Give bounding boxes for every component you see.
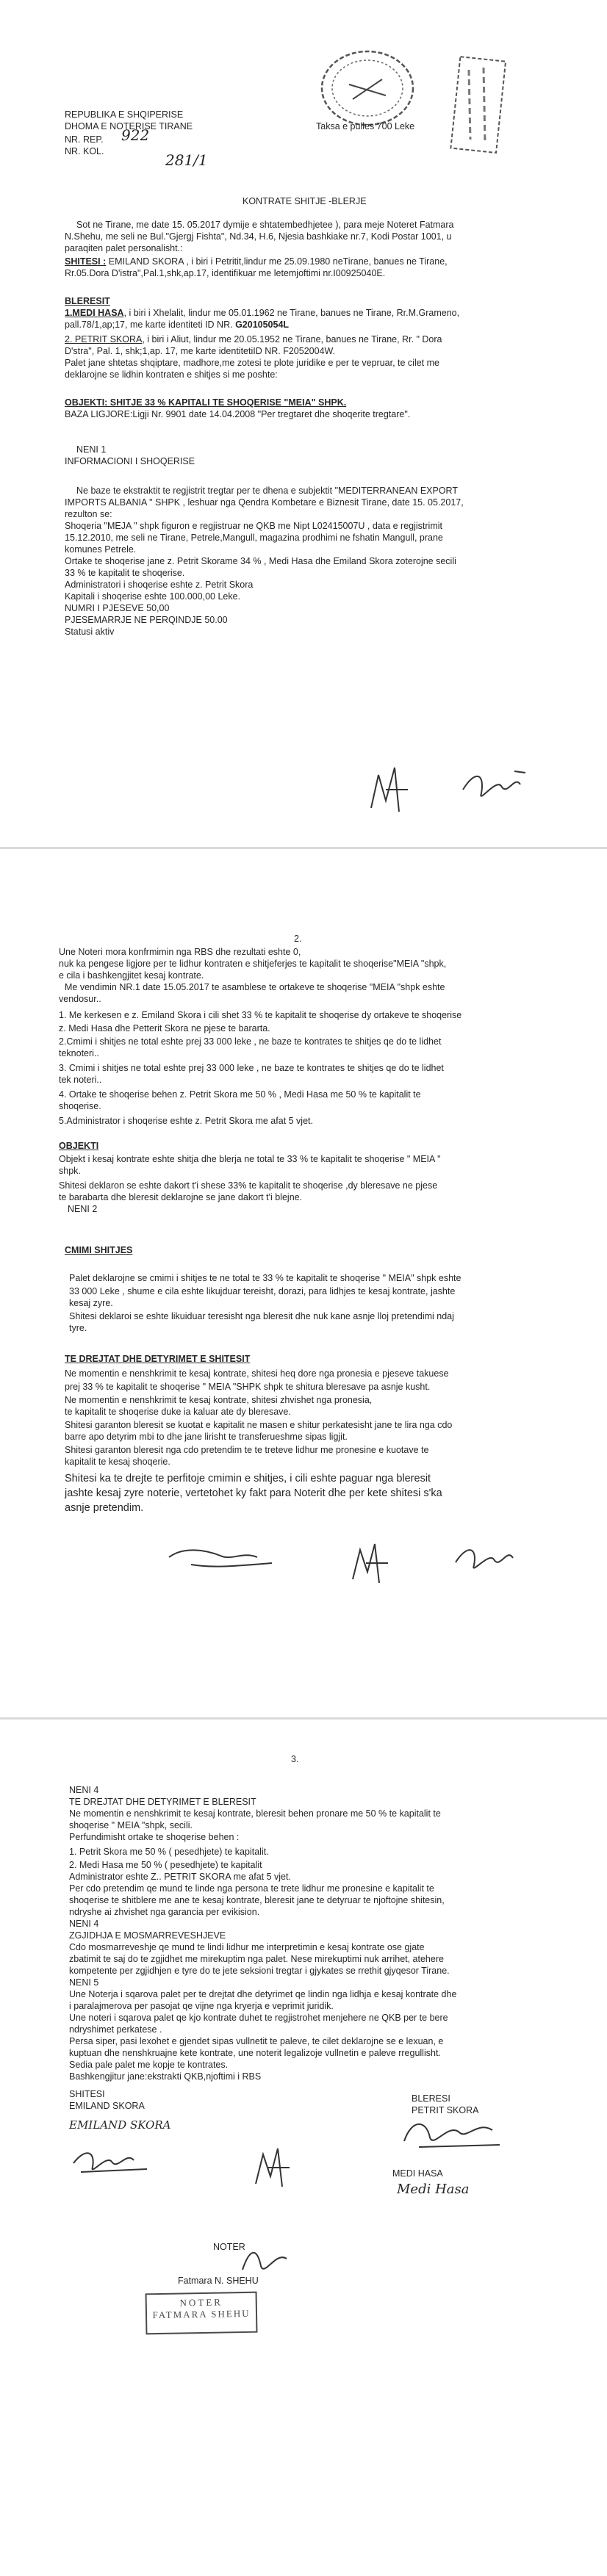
object-line: Shitesi deklaron se eshte dakort t'i shese 33% te kapitalit te shoqerise ,dy bleresave ne pjese — [59, 1180, 438, 1191]
page-2-line: vendosur.. — [59, 994, 101, 1004]
article-1-line: NUMRI I PJESEVE 50,00 — [65, 603, 170, 613]
buyer-2-details: , i biri i Aliut, lindur me 20.05.1952 ne Tirane, banues ne Tirane, Rr. " Dora — [142, 334, 442, 344]
buyer-1-details: , i biri i Xhelalit, lindur me 05.01.1962 ne Tirane, banues ne Tirane, Rr.M.Grameno, — [123, 308, 460, 318]
page-3-line: ndryshimet perkatese . — [69, 2024, 162, 2035]
object-line: te barabarta dhe bleresit deklarojne se jane dakort t'i blejne. — [59, 1192, 303, 1202]
notary-seal-stamp — [316, 44, 419, 132]
page-3-line: ndryshe ai zhvishet nga garancia per evikision. — [69, 1907, 260, 1917]
seller-rights-line: te kapitalit te shoqerise duke ia kaluar ate dy bleresave. — [65, 1407, 291, 1417]
seller-claim-line: jashte kesaj zyre noterie, vertetohet ky fakt para Noterit dhe per kete shitesi s'ka — [65, 1487, 442, 1499]
notary-stamp — [146, 2292, 258, 2335]
page-2-line: nuk ka pengese ligjore per te lidhur kontraten e shitjeferjes te kapitalit te shoqerise"MEIA "shpk, — [59, 959, 447, 969]
article-1-line: rezulton se: — [65, 509, 112, 519]
page-2-line: 5.Administrator i shoqerise eshte z. Petrit Skora me afat 5 vjet. — [59, 1116, 313, 1126]
signature-emiland — [162, 1535, 279, 1579]
page-2-line: 2.Cmimi i shitjes ne total eshte prej 33 000 leke , ne baze te kontrates te shitjes qe do te lidhet — [59, 1036, 442, 1047]
page-3-line: Une noteri i sqarova palet qe kjo kontrate duhet te regjistrohet menjehere ne QKB per te bere — [69, 2013, 448, 2023]
document-page-3 — [0, 1722, 607, 2576]
article-1-line: IMPORTS ALBANIA " SHPK , leshuar nga Qendra Kombetare e Biznesit Tirane, date 15. 05.2017, — [65, 497, 464, 508]
article-1-line: Kapitali i shoqerise eshte 100.000,00 Leke. — [65, 591, 241, 602]
article-1-title: NENI 1 — [76, 444, 107, 455]
page-separator — [0, 1717, 607, 1720]
taksa-text: Taksa e pulles 700 Leke — [316, 121, 415, 131]
page-2-line: Une Noteri mora konfrmimin nga RBS dhe rezultati eshte 0, — [59, 947, 301, 957]
seller-claim-line: Shitesi ka te drejte te perfitoje cmimin e shitjes, i cili eshte paguar nga bleresit — [65, 1473, 431, 1484]
page-3-line: Bashkengjitur jane:ekstrakti QKB,njoftimi i RBS — [69, 2071, 262, 2082]
buyer-signature-label: BLERESI — [412, 2093, 450, 2104]
price-line: Palet deklarojne se cmimi i shitjes te ne total te 33 % te kapitalit te shoqerise " MEIA" shpk eshte — [69, 1273, 461, 1283]
document-page-2 — [0, 852, 607, 1715]
page-2-line: e cila i bashkengjitet kesaj kontrate. — [59, 970, 204, 981]
page-separator — [0, 847, 607, 849]
signature-initial — [250, 2141, 294, 2193]
page-2-line: tek noteri.. — [59, 1075, 102, 1085]
seller-rights-line: Shitesi garanton bleresit nga cdo pretendim te te treteve lidhur me pronesine e kuotave te — [65, 1445, 429, 1455]
seller-signature-label: SHITESI — [69, 2089, 105, 2099]
page-2-line: 4. Ortake te shoqerise behen z. Petrit Skora me 50 % , Medi Hasa me 50 % te kapitalit te — [59, 1089, 421, 1100]
object-line: NENI 2 — [68, 1204, 98, 1214]
page-2-line: 3. Cmimi i shitjes ne total eshte prej 33 000 leke , ne baze te kontrates te shitjes qe do te lidhet — [59, 1063, 444, 1073]
stamp-line-1: NOTER — [179, 2296, 223, 2309]
buyer-2-line-2: D'stra", Pal. 1, shk;1,ap. 17, me karte identitetiID NR. F2052004W. — [65, 346, 336, 356]
article-1-line: Ortake te shoqerise jane z. Petrit Skorame 34 % , Medi Hasa dhe Emiland Skora zoterojne secili — [65, 556, 456, 566]
page-3-line: kompetente per zgjidhjen e tyre do te jete seksioni tregtar i gjykates se rrethit gjyqesor Tirane. — [69, 1966, 450, 1976]
buyer-1-line-1 — [65, 307, 459, 319]
price-line: kesaj zyre. — [69, 1298, 113, 1308]
page-3-line: Perfundimisht ortake te shoqerise behen : — [69, 1832, 240, 1842]
buyers-title: BLERESIT — [65, 296, 110, 306]
article-1-line: Administratori i shoqerise eshte z. Petrit Skora — [65, 580, 254, 590]
parties-statement-2: deklarojne se lidhin kontraten e shitjes si me poshte: — [65, 369, 278, 380]
article-1-line: Statusi aktiv — [65, 627, 115, 637]
buyer-2-label: 2. PETRIT SKORA — [65, 334, 143, 344]
page-3-line: NENI 5 — [69, 1977, 99, 1988]
seller-details: EMILAND SKORA , i biri i Petritit,lindur me 25.09.1980 neTirane, banues ne Tirane, — [108, 256, 448, 267]
object-line: Objekt i kesaj kontrate eshte shitja dhe blerja ne total te 33 % te kapitalit te shoqerise " MEIA " — [59, 1154, 441, 1164]
page-3-line: NENI 4 — [69, 1919, 99, 1929]
notary-signature — [235, 2237, 294, 2281]
page-3-line: zbatimit te saj do te zgjidhet me mirekuptim nga palet. Nese mirekuptimi nuk arrihet, atehere — [69, 1954, 444, 1964]
buyer-signature-name: PETRIT SKORA — [412, 2105, 479, 2115]
page-2-line: 1. Me kerkesen e z. Emiland Skora i cili shet 33 % te kapitalit te shoqerise dy ortakeve te shoqerise — [59, 1010, 462, 1020]
page-3-line: shoqerise te shitblere me ane te kesaj kontrate, bleresit jane te detyruar te njoftojne shitesin, — [69, 1895, 445, 1905]
notary-name: Fatmara N. SHEHU — [178, 2276, 259, 2286]
page-3-line: Cdo mosmarreveshje qe mund te lindi lidhur me interpretimin e kesaj kontrate ose gjate — [69, 1942, 425, 1952]
buyer-2-line-1 — [65, 333, 442, 345]
signature-initial — [345, 1535, 397, 1590]
buyer-1-label: 1.MEDI HASA — [65, 308, 124, 318]
page-3-line: i paralajmerova per pasojat qe vijne nga kryerja e veprimit juridik. — [69, 2001, 334, 2011]
article-1-line: 15.12.2010, me seli ne Tirane, Petrele,Mangull, magazina prodhimi ne fshatin Mangull, prane — [65, 533, 443, 543]
buyer-2-handwritten-name: Medi Hasa — [397, 2182, 470, 2197]
article-1-line: Shoqeria "MEJA " shpk figuron e regjistruar ne QKB me Nipt L02415007U , data e regjistrimit — [65, 521, 442, 531]
document-page-1 — [0, 0, 607, 845]
seller-rights-line: Ne momentin e nenshkrimit te kesaj kontrate, shitesi zhvishet nga pronesia, — [65, 1395, 373, 1405]
seller-label: SHITESI : — [65, 256, 107, 267]
header-chamber: DHOMA E NOTERISE TIRANE — [65, 121, 193, 131]
page-3-line: Une Noterja i sqarova palet per te drejtat dhe detyrimet qe lindin nga lidhja e kesaj kontrate dhe — [69, 1989, 457, 1999]
page-3-line: kuptuan dhe nenshkruajne kete kontrate, une noterit legalizoje vullnetin e paleve rregullisht. — [69, 2048, 441, 2058]
page-2-line: shoqerise. — [59, 1101, 101, 1111]
buyer-1-id-number: G20105054L — [235, 320, 290, 330]
object-title: OBJEKTI — [59, 1141, 99, 1151]
page-3-line: Sedia pale palet me kopje te kontrates. — [69, 2060, 229, 2070]
article-4-title: NENI 4 — [69, 1785, 99, 1795]
nr-kol-handwritten: 281/1 — [165, 151, 208, 169]
stamp-line-2: FATMARA SHEHU — [152, 2307, 251, 2321]
page-3-line: 1. Petrit Skora me 50 % ( pesedhjete) te kapitalit. — [69, 1847, 269, 1857]
seller-signature-name: EMILAND SKORA — [69, 2101, 145, 2111]
object-line: shpk. — [59, 1166, 81, 1176]
notary-label: NOTER — [213, 2242, 245, 2252]
price-title: CMIMI SHITJES — [65, 1245, 133, 1255]
article-1-line: komunes Petrele. — [65, 544, 137, 555]
page-2-line: z. Medi Hasa dhe Petterit Skora ne pjese te bararta. — [59, 1023, 270, 1033]
seller-rights-line: Shitesi garanton bleresit se kuotat e kapitalit ne masen e shitur perkatesisht jane te lira nga cdo — [65, 1420, 453, 1430]
seller-line-1 — [65, 256, 448, 267]
rectangular-stamp — [448, 59, 514, 154]
buyer-1-id-label: pall.78/1,ap;17, me karte identiteti ID NR. — [65, 320, 233, 330]
header-republic: REPUBLIKA E SHQIPERISE — [65, 109, 184, 120]
page-2-line: teknoteri.. — [59, 1048, 99, 1058]
price-line: tyre. — [69, 1323, 87, 1333]
signature-initial — [364, 757, 415, 823]
seller-handwritten-name: EMILAND SKORA — [69, 2118, 171, 2132]
seller-rights-line: kapitalit te kesaj shoqerie. — [65, 1457, 170, 1467]
object-title: OBJEKTI: SHITJE 33 % KAPITALI TE SHOQERISE "MEIA" SHPK. — [65, 397, 347, 408]
page-3-line: ZGJIDHJA E MOSMARREVESHJEVE — [69, 1930, 226, 1941]
page-3-line: shoqerise " MEIA "shpk, secili. — [69, 1820, 193, 1830]
legal-basis: BAZA LIGJORE:Ligji Nr. 9901 date 14.04.2008 "Per tregtaret dhe shoqerite tregtare". — [65, 409, 411, 419]
seller-rights-title: TE DREJTAT DHE DETYRIMET E SHITESIT — [65, 1354, 251, 1364]
parties-statement-1: Palet jane shtetas shqiptare, madhore,me zotesi te plote juridike e per te vepruar, te cilet me — [65, 358, 439, 368]
article-4-subtitle: TE DREJTAT DHE DETYRIMET E BLERESIT — [69, 1797, 256, 1807]
page-3-line: Per cdo pretendim qe mund te linde nga persona te trete lidhur me pronesine e kapitalit te — [69, 1883, 434, 1894]
seller-line-2: Rr.05.Dora D'istra",Pal.1,shk,ap.17, identifikuar me letemjoftimi nr.I00925040E. — [65, 268, 386, 278]
signature-emiland — [66, 2141, 154, 2178]
seller-rights-line: prej 33 % te kapitalit te shoqerise " MEIA "SHPK shpk te shitura bleresave pa asnje kusht. — [65, 1382, 431, 1392]
contract-title: KONTRATE SHITJE -BLERJE — [243, 196, 367, 206]
page-number: 2. — [294, 934, 302, 944]
intro-line-3: paraqiten palet personalisht.: — [65, 243, 183, 253]
page-3-line: 2. Medi Hasa me 50 % ( pesedhjete) te kapitalit — [69, 1860, 262, 1870]
nr-rep-label: NR. REP. — [65, 134, 104, 145]
buyer-1-line-2 — [65, 319, 289, 331]
page-3-line: Ne momentin e nenshkrimit te kesaj kontrate, bleresit behen pronare me 50 % te kapitalit te — [69, 1808, 441, 1819]
signature-skora — [448, 1539, 529, 1579]
article-1-line: PJESEMARRJE NE PERQINDJE 50.00 — [65, 615, 228, 625]
intro-line-2: N.Shehu, me seli ne Bul."Gjergj Fishta", Nd.34, H.6, Njesia bashkiake nr.7, Kodi Postar 1001, u — [65, 231, 452, 242]
article-1-subtitle: INFORMACIONI I SHOQERISE — [65, 456, 195, 466]
page-number: 3. — [291, 1754, 299, 1764]
signature-skora — [456, 764, 536, 808]
signature-petrit — [397, 2112, 507, 2156]
page-2-line: Me vendimin NR.1 date 15.05.2017 te asamblese te ortakeve te shoqerise "MEIA "shpk eshte — [65, 982, 445, 992]
intro-line-1: Sot ne Tirane, me date 15. 05.2017 dymije e shtatembedhjetee ), para meje Noteret Fatmara — [76, 220, 454, 230]
nr-kol-label: NR. KOL. — [65, 146, 104, 156]
article-1-line: Ne baze te ekstraktit te regjistrit tregtar per te dhena e subjektit "MEDITERRANEAN EXPORT — [76, 486, 458, 496]
seller-rights-line: Ne momentin e nenshkrimit te kesaj kontrate, shitesi heq dore nga pronesia e pjeseve takuese — [65, 1368, 449, 1379]
price-line: Shitesi deklaroi se eshte likuiduar teresisht nga bleresit dhe nuk kane asnje lloj pretendimi ndaj — [69, 1311, 454, 1321]
page-3-line: Persa siper, pasi lexohet e gjendet sipas vullnetit te paleve, te cilet deklarojne se e lexuan, e — [69, 2036, 444, 2046]
buyer-2-signature-name: MEDI HASA — [392, 2168, 443, 2179]
nr-rep-handwritten: 922 — [121, 126, 150, 144]
seller-claim-line: asnje pretendim. — [65, 1502, 144, 1514]
seller-rights-line: barre apo detyrim mbi to dhe jane lirisht te transferueshme sipas ligjit. — [65, 1432, 348, 1442]
page-3-line: Administrator eshte Z.. PETRIT SKORA me afat 5 vjet. — [69, 1872, 291, 1882]
price-line: 33 000 Leke , shume e cila eshte likujduar tereisht, dorazi, para lidhjes te kesaj kontrate, jashte — [69, 1286, 456, 1296]
article-1-line: 33 % te kapitalit te shoqerise. — [65, 568, 185, 578]
